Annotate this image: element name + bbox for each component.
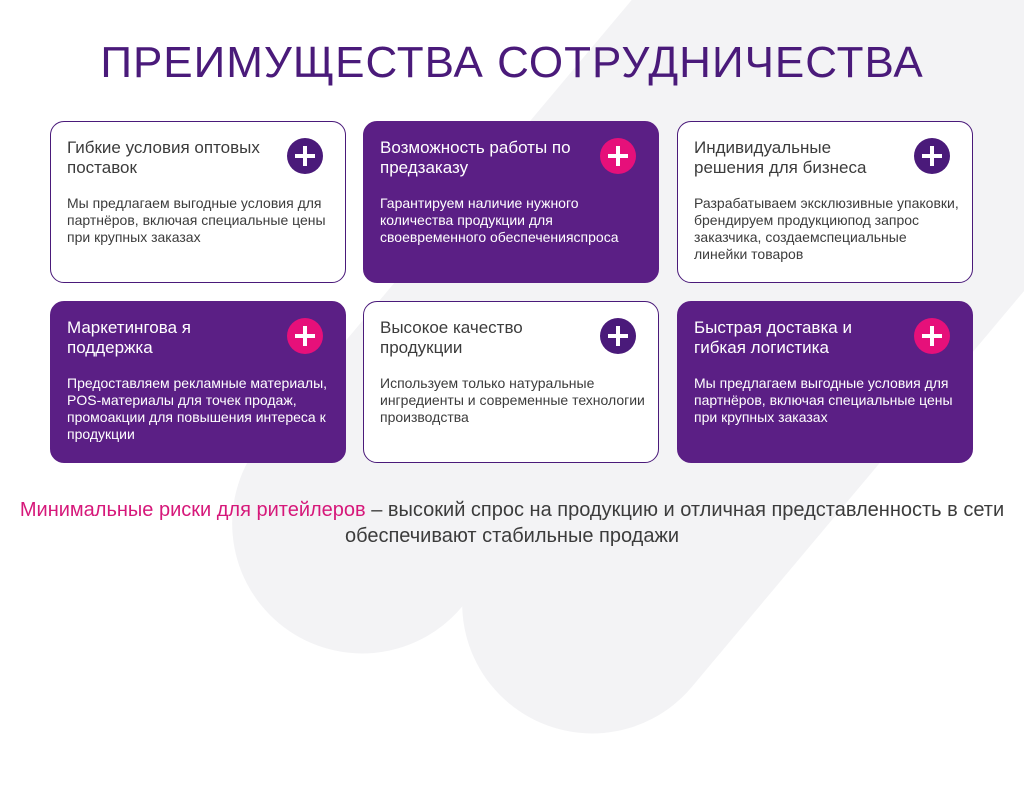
card-description: Гарантируем наличие нужного количества продукции для своевременного обеспеченияспроса — [380, 195, 619, 245]
card-marketing-support — [50, 301, 346, 463]
card-fast-delivery — [677, 301, 973, 463]
footer-text — [0, 497, 1024, 549]
card-title: Высокое качество продукции — [380, 318, 523, 357]
card-description: Используем только натуральные ингредиенты и современные технологии производства — [380, 375, 645, 425]
card-title: Быстрая доставка и гибкая логистика — [694, 318, 852, 357]
footer-body: – высокий спрос на продукцию и отличная представленность в сети обеспечивают стабильные продажи — [344, 499, 1005, 547]
plus-icon[interactable] — [287, 138, 323, 174]
card-title: Гибкие условия оптовых поставок — [67, 138, 260, 177]
card-description: Мы предлагаем выгодные условия для партнёров, включая специальные цены при крупных заказах — [67, 195, 326, 245]
card-description: Предоставляем рекламные материалы, POS-материалы для точек продаж, промоакции для повышения интереса к продукции — [67, 375, 328, 442]
footer-highlight: Минимальные риски для ритейлеров — [19, 499, 366, 521]
card-custom-solutions — [677, 121, 973, 283]
plus-icon[interactable] — [287, 318, 323, 354]
card-high-quality — [363, 301, 659, 463]
plus-icon[interactable] — [914, 138, 950, 174]
page-title: ПРЕИМУЩЕСТВА СОТРУДНИЧЕСТВА — [100, 38, 924, 87]
card-title: Индивидуальные решения для бизнеса — [694, 138, 867, 177]
card-preorder — [363, 121, 659, 283]
card-flexible-terms — [50, 121, 346, 283]
card-title: Возможность работы по предзаказу — [380, 138, 571, 177]
plus-icon[interactable] — [600, 138, 636, 174]
card-title: Маркетингова я поддержка — [67, 318, 191, 357]
card-description: Мы предлагаем выгодные условия для партнёров, включая специальные цены при крупных заказах — [694, 375, 953, 425]
plus-icon[interactable] — [600, 318, 636, 354]
plus-icon[interactable] — [914, 318, 950, 354]
card-description: Разрабатываем эксклюзивные упаковки, брендируем продукциюпод запрос заказчика, создаемспециальные линейки товаров — [694, 195, 959, 262]
